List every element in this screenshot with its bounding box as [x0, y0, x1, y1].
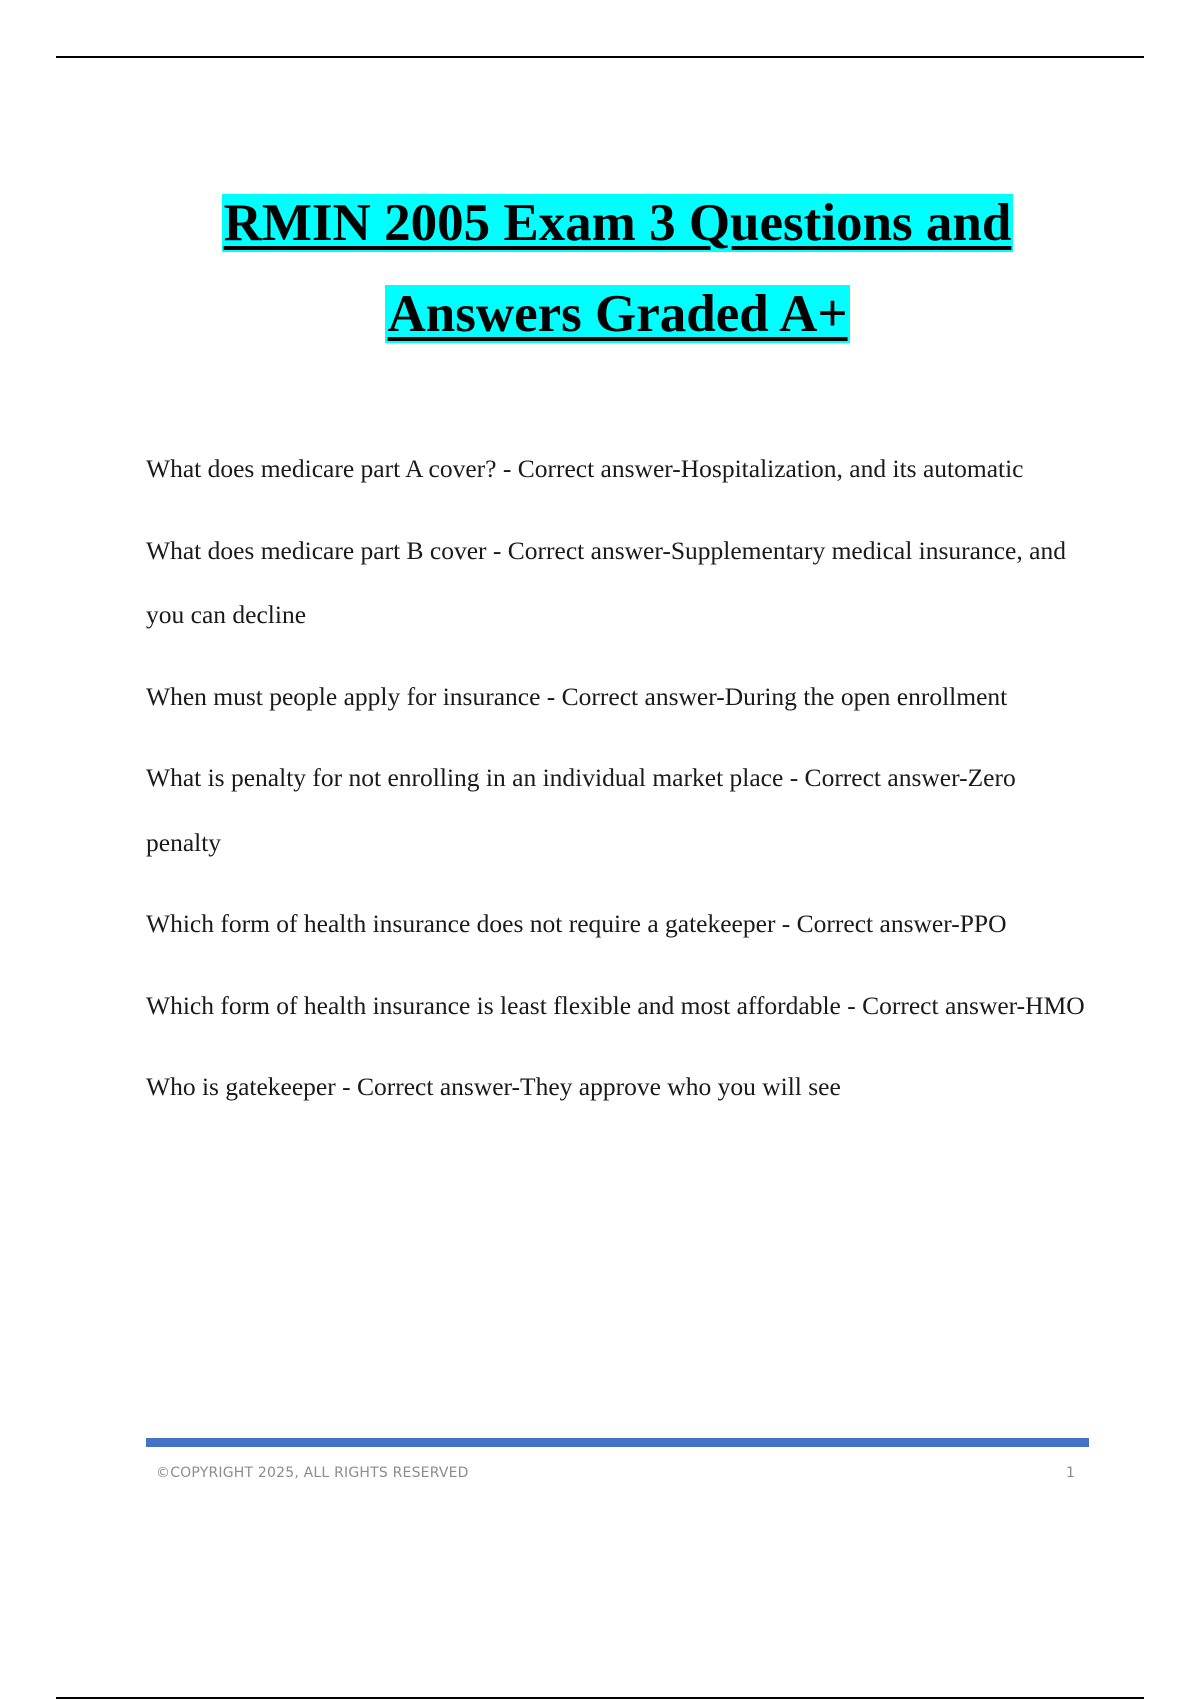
qa-item: What does medicare part B cover - Correct answer-Supplementary medical insurance, and you can decline [146, 535, 1066, 629]
qa-item: When must people apply for insurance - Correct answer-During the open enrollment [146, 681, 1008, 711]
document-title [0, 178, 1200, 360]
footer-copyright: ©COPYRIGHT 2025, ALL RIGHTS RESERVED [156, 1465, 469, 1481]
page-number: 1 [1066, 1465, 1075, 1481]
qa-item: Which form of health insurance is least flexible and most affordable - Correct answer-HMO [146, 990, 1085, 1020]
qa-item: What does medicare part A cover? - Correct answer-Hospitalization, and its automatic [146, 454, 1024, 483]
title-line-1: RMIN 2005 Exam 3 Questions and [223, 194, 1012, 252]
qa-item: Who is gatekeeper - Correct answer-They approve who you will see [146, 1072, 841, 1101]
qa-item: What is penalty for not enrolling in an individual market place - Correct answer-Zero penalty [146, 763, 1016, 857]
footer-accent-rule [146, 1438, 1089, 1447]
qa-list [146, 437, 1086, 1137]
page-top-border [56, 56, 1144, 58]
title-line-2: Answers Graded A+ [387, 285, 848, 343]
page-bottom-border [56, 1697, 1144, 1699]
qa-item: Which form of health insurance does not require a gatekeeper - Correct answer-PPO [146, 909, 1007, 938]
